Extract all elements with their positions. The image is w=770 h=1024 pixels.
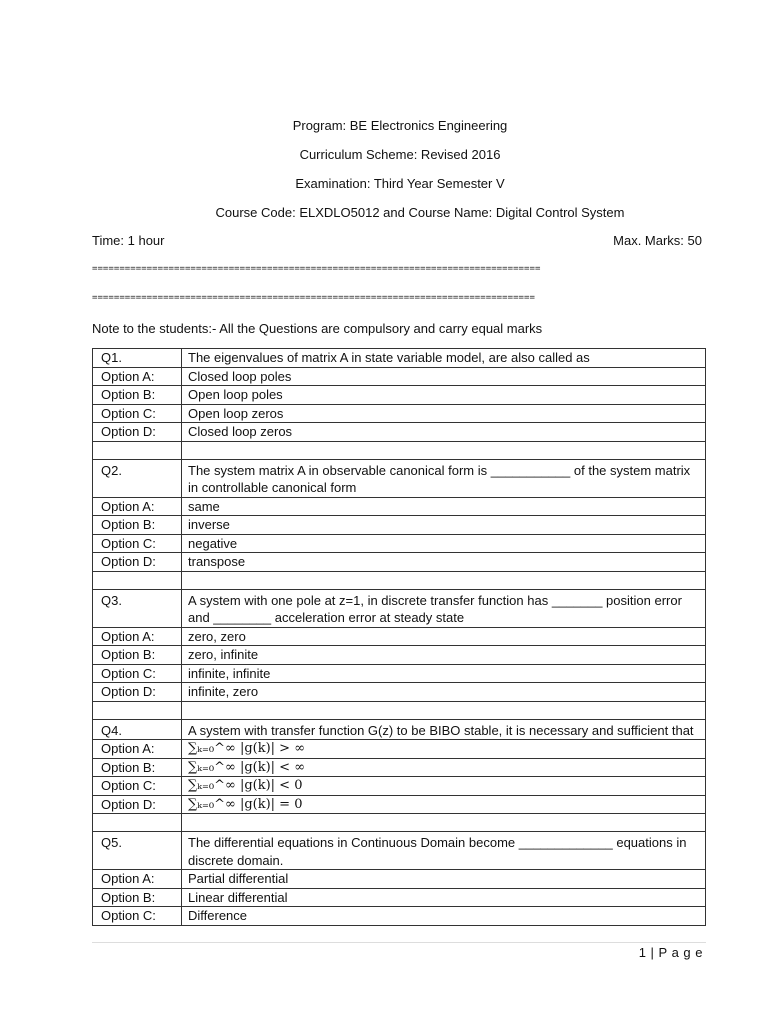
- option-row: [93, 367, 706, 386]
- option-label: Option C:: [93, 907, 182, 926]
- option-row: [93, 646, 706, 665]
- option-row: [93, 888, 706, 907]
- option-label: Option A:: [93, 870, 182, 889]
- option-label: Option C:: [93, 664, 182, 683]
- option-text: Difference: [182, 907, 706, 926]
- option-label: Option C:: [93, 404, 182, 423]
- option-row: [93, 795, 706, 814]
- spacer-row: [93, 701, 706, 719]
- option-text: zero, infinite: [182, 646, 706, 665]
- separator-rule-2: =================================================================================: [92, 293, 535, 303]
- time-label: Time: 1 hour: [92, 233, 165, 248]
- option-text: inverse: [182, 516, 706, 535]
- option-row: [93, 758, 706, 777]
- question-row: [93, 349, 706, 368]
- spacer-row: [93, 814, 706, 832]
- option-text: transpose: [182, 553, 706, 572]
- option-label: Option D:: [93, 683, 182, 702]
- question-text: The eigenvalues of matrix A in state variable model, are also called as: [182, 349, 706, 368]
- option-row: [93, 683, 706, 702]
- option-row: [93, 907, 706, 926]
- option-row: [93, 870, 706, 889]
- spacer-row: [93, 441, 706, 459]
- option-text: infinite, zero: [182, 683, 706, 702]
- question-label: Q1.: [93, 349, 182, 368]
- question-row: [93, 719, 706, 740]
- option-row: [93, 553, 706, 572]
- option-label: Option B:: [93, 646, 182, 665]
- option-text: Partial differential: [182, 870, 706, 889]
- option-text: Closed loop poles: [182, 367, 706, 386]
- question-text: The system matrix A in observable canonical form is ___________ of the system matrix in controllable canonical form: [182, 459, 706, 497]
- option-row: [93, 404, 706, 423]
- option-row: [93, 627, 706, 646]
- question-row: [93, 459, 706, 497]
- option-text: Linear differential: [182, 888, 706, 907]
- option-row: [93, 423, 706, 442]
- students-note: Note to the students:- All the Questions are compulsory and carry equal marks: [92, 321, 543, 336]
- question-label: Q4.: [93, 719, 182, 740]
- option-label: Option B:: [93, 516, 182, 535]
- curriculum-scheme-line: Curriculum Scheme: Revised 2016: [299, 147, 501, 162]
- separator-rule-1: ==================================================================================: [92, 264, 541, 274]
- option-formula: ∑ₖ₌₀^∞ |g(k)| < ∞: [182, 758, 706, 777]
- option-label: Option D:: [93, 553, 182, 572]
- option-row: [93, 664, 706, 683]
- course-line: Course Code: ELXDLO5012 and Course Name: Digital Control System: [215, 205, 625, 220]
- examination-line: Examination: Third Year Semester V: [295, 176, 505, 191]
- option-text: same: [182, 497, 706, 516]
- option-label: Option A:: [93, 367, 182, 386]
- option-label: Option C:: [93, 534, 182, 553]
- option-label: Option B:: [93, 386, 182, 405]
- option-label: Option A:: [93, 740, 182, 759]
- option-label: Option A:: [93, 627, 182, 646]
- option-row: [93, 777, 706, 796]
- option-text: zero, zero: [182, 627, 706, 646]
- footer-divider: [92, 942, 706, 943]
- option-row: [93, 386, 706, 405]
- option-label: Option A:: [93, 497, 182, 516]
- option-formula: ∑ₖ₌₀^∞ |g(k)| = 0: [182, 795, 706, 814]
- option-text: Closed loop zeros: [182, 423, 706, 442]
- option-row: [93, 534, 706, 553]
- option-formula: ∑ₖ₌₀^∞ |g(k)| < 0: [182, 777, 706, 796]
- option-row: [93, 516, 706, 535]
- option-label: Option D:: [93, 423, 182, 442]
- program-line: Program: BE Electronics Engineering: [292, 118, 508, 133]
- option-row: [93, 497, 706, 516]
- option-label: Option C:: [93, 777, 182, 796]
- question-table: [92, 348, 706, 926]
- option-text: infinite, infinite: [182, 664, 706, 683]
- max-marks-label: Max. Marks: 50: [613, 233, 702, 248]
- question-label: Q2.: [93, 459, 182, 497]
- option-label: Option D:: [93, 795, 182, 814]
- option-text: negative: [182, 534, 706, 553]
- question-text: The differential equations in Continuous Domain become _____________ equations in discrete domain.: [182, 832, 706, 870]
- page-number: 1 | P a g e: [638, 945, 703, 960]
- option-text: Open loop poles: [182, 386, 706, 405]
- option-row: [93, 740, 706, 759]
- question-label: Q3.: [93, 589, 182, 627]
- option-formula: ∑ₖ₌₀^∞ |g(k)| > ∞: [182, 740, 706, 759]
- option-label: Option B:: [93, 888, 182, 907]
- question-label: Q5.: [93, 832, 182, 870]
- option-label: Option B:: [93, 758, 182, 777]
- option-text: Open loop zeros: [182, 404, 706, 423]
- question-text: A system with one pole at z=1, in discrete transfer function has _______ position error and ________ acceleration error at steady state: [182, 589, 706, 627]
- question-row: [93, 832, 706, 870]
- question-text: A system with transfer function G(z) to be BIBO stable, it is necessary and sufficient that: [182, 719, 706, 740]
- question-row: [93, 589, 706, 627]
- spacer-row: [93, 571, 706, 589]
